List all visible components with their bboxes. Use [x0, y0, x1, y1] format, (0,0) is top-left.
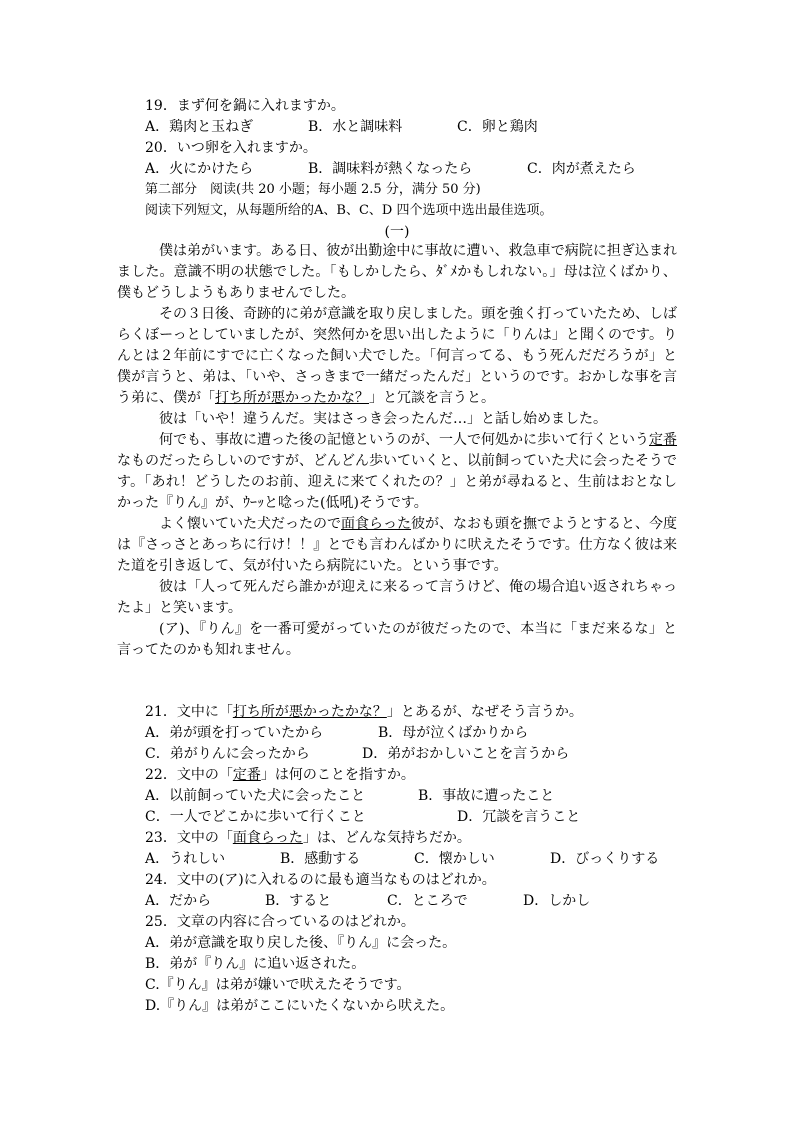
question-24-option-d: D．しかし [523, 893, 591, 909]
passage-paragraph-6: 彼は「人って死んだら誰かが迎えに来るって言うけど、俺の場合追い返されちゃったよ」と笑います。 [117, 579, 677, 616]
question-25-option-d: D.『りん』は弟がここにいたくないから吠えた。 [145, 998, 455, 1014]
underlined-phrase-uchidokoro: 打ち所が悪かったかな？ [215, 390, 369, 406]
question-22-option-a: A．以前飼っていた犬に会ったこと [145, 788, 366, 804]
question-19-option-b: B．水と調味料 [308, 119, 403, 135]
question-25-option-c: C.『りん』は弟が嫌いで吠えたそうです。 [145, 977, 411, 993]
question-21-option-c: C．弟がりんに会ったから [145, 746, 310, 762]
question-21-option-d: D．弟がおかしいことを言うから [362, 746, 570, 762]
passage-number: (一) [384, 224, 410, 240]
passage-paragraph-3: 彼は「いや！違うんだ。実はさっき会ったんだ…」と話し始めました。 [159, 411, 607, 427]
question-24-option-c: C．ところで [387, 893, 468, 909]
question-22-stem: 22．文中の「定番」は何のことを指すか。 [145, 767, 415, 783]
question-23-option-b: B．感動する [280, 851, 361, 867]
question-25-option-b: B．弟が『りん』に追い返された。 [145, 956, 366, 972]
question-23-option-d: D．びっくりする [550, 851, 660, 867]
passage-paragraph-7: (ア)、『りん』を一番可愛がっていたのが彼だったので、本当に「まだ来るな」と言ってたのかも知れません。 [117, 621, 677, 658]
question-25-option-a: A．弟が意識を取り戻した後、『りん』に会った。 [145, 935, 457, 951]
question-24-option-b: B．すると [265, 893, 332, 909]
question-20-option-c: C．肉が煮えたら [527, 161, 636, 177]
underlined-phrase-menkuratta: 面食らった [341, 516, 411, 532]
passage-paragraph-2: その３日後、奇跡的に弟が意識を取り戻しました。頭を強く打っていたため、しばらくぼーっとしていましたが、突然何かを思い出したように「りんは」と聞くのです。りんとは２年前にすでに亡くなった飼い犬でした。「何言ってる、もう死んだだろうが」と僕が言うと、弟は、「いや、さっきまで一緒だったんだ」というのです。おかしな事を言う弟に、僕が「打ち所が悪かったかな？」と冗談を言うと。 [117, 306, 677, 406]
question-19-option-c: C．卵と鶏肉 [457, 119, 538, 135]
passage-paragraph-1: 僕は弟がいます。ある日、彼が出勤途中に事故に遭い、救急車で病院に担ぎ込まれました。意識不明の状態でした。「もしかしたら、ﾀﾞﾒかもしれない。」母は泣くばかり、僕もどうしようもありませんでした。 [117, 243, 677, 301]
question-20-stem: 20．いつ卵を入れますか。 [145, 140, 317, 156]
question-22-option-d: D．冗談を言うこと [457, 809, 581, 825]
question-23-option-c: C．懐かしい [414, 851, 495, 867]
question-23-stem: 23．文中の「面食らった」は、どんな気持ちだか。 [145, 830, 471, 846]
question-22-option-c: C．一人でどこかに歩いて行くこと [145, 809, 366, 825]
question-21-option-a: A．弟が頭を打っていたから [145, 725, 324, 741]
section-instruction: 阅读下列短文，从每题所给的A、B、C、D 四个选项中选出最佳选项。 [145, 203, 553, 218]
question-21-option-b: B．母が泣くばかりから [378, 725, 529, 741]
question-24-option-a: A．だから [145, 893, 212, 909]
underlined-phrase-teiban: 定番 [649, 432, 677, 448]
question-22-option-b: B．事故に遭ったこと [418, 788, 555, 804]
question-20-option-b: B．調味料が熱くなったら [308, 161, 473, 177]
question-23-option-a: A．うれしい [145, 851, 226, 867]
passage-paragraph-4: 何でも、事故に遭った後の記憶というのが、一人で何処かに歩いて行くという定番なものだったらしいのですが、どんどん歩いていくと、以前飼っていた犬に会ったそうです。「あれ！どうしたのお前、迎えに来てくれたの？」と弟が尋ねると、生前はおとなしかった『りん』が、ｳｰｯと唸った(低吼)そうです。 [117, 432, 677, 511]
question-21-stem: 21．文中に「打ち所が悪かったかな？」とあるが、なぜそう言うか。 [145, 704, 583, 720]
question-19-stem: 19．まず何を鍋に入れますか。 [145, 98, 345, 114]
question-25-stem: 25．文章の内容に合っているのはどれか。 [145, 914, 415, 930]
section-title: 第二部分 阅读(共 20 小题；每小题 2.5 分，满分 50 分) [145, 182, 481, 197]
passage-paragraph-5: よく懐いていた犬だったので面食らった彼が、なおも頭を撫でようとすると、今度は『さっさとあっちに行け！！』とでも言わんばかりに吠えたそうです。仕方なく彼は来た道を引き返して、気が付いたら病院にいた。という事です。 [117, 516, 677, 574]
question-20-option-a: A．火にかけたら [145, 161, 254, 177]
question-24-stem: 24．文中の(ア)に入れるのに最も適当なものはどれか。 [145, 872, 496, 888]
question-19-option-a: A．鶏肉と玉ねぎ [145, 119, 254, 135]
